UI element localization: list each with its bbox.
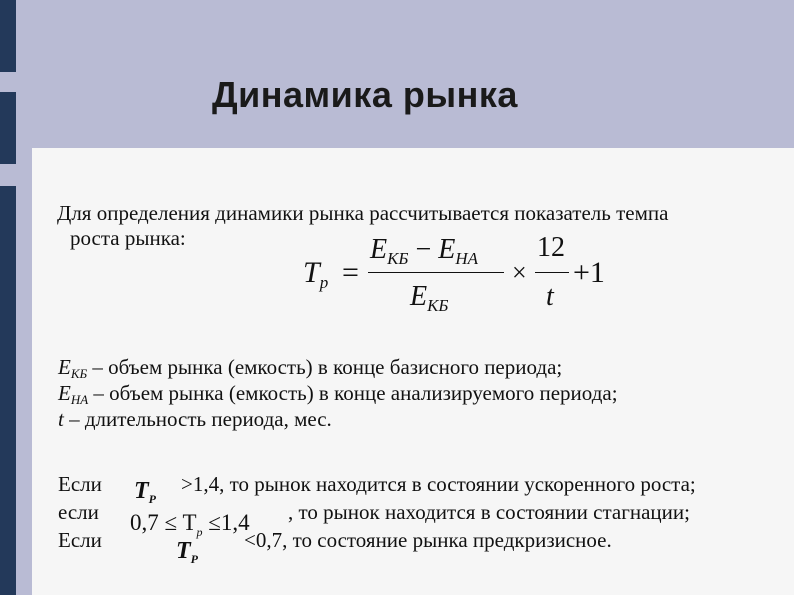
formula-t: t xyxy=(546,281,554,312)
intro-line-2: роста рынка: xyxy=(70,226,186,250)
intro-line-1: Для определения динамики рынка рассчитывается показатель темпа xyxy=(57,201,669,225)
condition-1-lead: Если xyxy=(58,472,102,496)
accent-bar-bottom xyxy=(0,186,16,595)
formula-lhs: $T_p$ xyxy=(303,256,329,292)
condition-3-symbol: $T_P$ xyxy=(176,538,199,566)
condition-3-lead: Если xyxy=(58,528,102,552)
condition-2-lead: если xyxy=(58,500,99,524)
condition-1-symbol: $T_P$ xyxy=(134,478,157,506)
condition-2-text: , то рынок находится в состоянии стагнации; xyxy=(288,500,690,524)
formula-equals: = xyxy=(342,256,359,289)
slide-title: Динамика рынка xyxy=(212,74,518,115)
condition-3-text: <0,7, то состояние рынка предкризисное. xyxy=(244,528,612,552)
definition-ekb: $E_{КБ}$ – объем рынка (емкость) в конце базисного периода; xyxy=(58,355,563,381)
formula-times: × xyxy=(512,258,527,287)
formula-numerator: $E_{КБ} - E_{НА}$ xyxy=(370,234,479,268)
formula-twelve: 12 xyxy=(537,232,565,263)
condition-2-range: $0,7 \le T_p \le 1,4$ xyxy=(130,510,250,539)
accent-bar-top xyxy=(0,0,16,72)
condition-1-text: >1,4, то рынок находится в состоянии ускоренного роста; xyxy=(181,472,696,496)
definition-ena: $E_{НА}$ – объем рынка (емкость) в конце анализируемого периода; xyxy=(58,381,618,407)
formula-fraction-bar xyxy=(368,272,504,273)
formula-plus-one: +1 xyxy=(573,256,605,289)
formula-denominator: $E_{КБ}$ xyxy=(410,281,449,315)
accent-bar-middle xyxy=(0,92,16,164)
definition-t: t – длительность периода, мес. xyxy=(58,407,332,431)
formula-fraction-bar-2 xyxy=(535,272,569,273)
